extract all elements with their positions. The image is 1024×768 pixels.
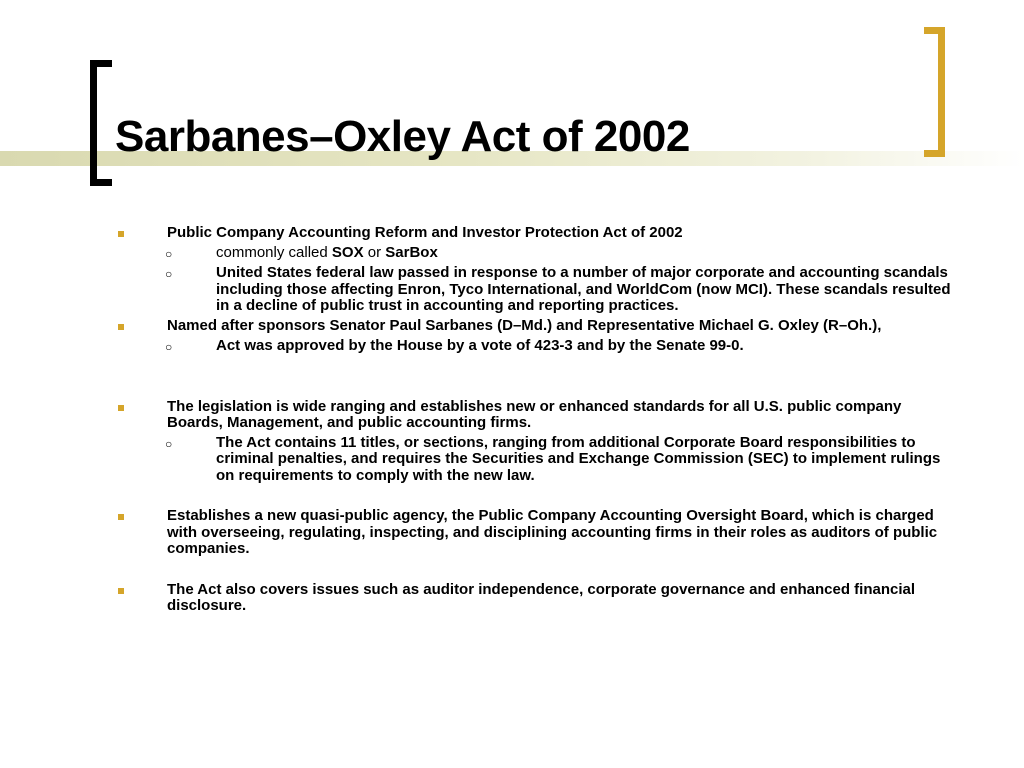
bullet-item bbox=[0, 399, 1024, 432]
sub-bullet-text: United States federal law passed in response to a number of major corporate and accounting scandals including those affecting Enron, Tyco International, and WorldCom (now MCI). These scandals resulted in a decline of public trust in accounting and reporting practices. bbox=[216, 264, 951, 314]
bullet-item bbox=[0, 318, 1024, 335]
bullet-text: The Act also covers issues such as auditor independence, corporate governance and enhanced financial disclosure. bbox=[167, 580, 916, 614]
square-bullet-icon bbox=[118, 324, 124, 330]
bullet-text: The legislation is wide ranging and establishes new or enhanced standards for all U.S. public company Boards, Management, and public accounting firms. bbox=[167, 397, 902, 431]
bullet-item bbox=[0, 582, 1024, 615]
square-bullet-icon bbox=[118, 405, 124, 411]
circle-bullet-icon: ○ bbox=[165, 267, 173, 281]
bullet-item bbox=[0, 508, 1024, 558]
circle-bullet-icon: ○ bbox=[165, 340, 173, 354]
sub-bullet-prefix: commonly called bbox=[216, 243, 332, 261]
sub-bullet-term-sarbox: SarBox bbox=[385, 243, 438, 261]
sub-bullet-text: The Act contains 11 titles, or sections, ranging from additional Corporate Board responsibilities to criminal penalties, and requires the Securities and Exchange Commission (SEC) to implement rulings on requirements to comply with the new law. bbox=[216, 433, 941, 484]
square-bullet-icon bbox=[118, 514, 124, 520]
square-bullet-icon bbox=[118, 231, 124, 237]
sub-bullet-term-sox: SOX bbox=[331, 243, 364, 261]
sub-bullet-joiner: or bbox=[363, 243, 386, 261]
sub-bullet-item bbox=[0, 338, 1024, 355]
bullet-text: Establishes a new quasi-public agency, the Public Company Accounting Oversight Board, which is charged with overseeing, regulating, inspecting, and disciplining accounting firms in their roles as auditors of public companies. bbox=[167, 507, 938, 557]
bullet-text: Public Company Accounting Reform and Investor Protection Act of 2002 bbox=[167, 224, 683, 241]
sub-bullet-item bbox=[0, 245, 1024, 262]
bullet-text: Named after sponsors Senator Paul Sarbanes (D–Md.) and Representative Michael G. Oxley (R–Oh.), bbox=[167, 316, 882, 334]
bullet-item bbox=[0, 225, 1024, 242]
sub-bullet-text: Act was approved by the House by a vote of 423-3 and by the Senate 99-0. bbox=[216, 337, 744, 354]
sub-bullet-item bbox=[0, 435, 1024, 485]
slide-content bbox=[0, 225, 1024, 615]
slide-title: Sarbanes–Oxley Act of 2002 bbox=[115, 112, 690, 161]
square-bullet-icon bbox=[118, 588, 124, 594]
circle-bullet-icon: ○ bbox=[165, 436, 173, 451]
circle-bullet-icon: ○ bbox=[165, 246, 173, 261]
sub-bullet-item bbox=[0, 265, 1024, 315]
